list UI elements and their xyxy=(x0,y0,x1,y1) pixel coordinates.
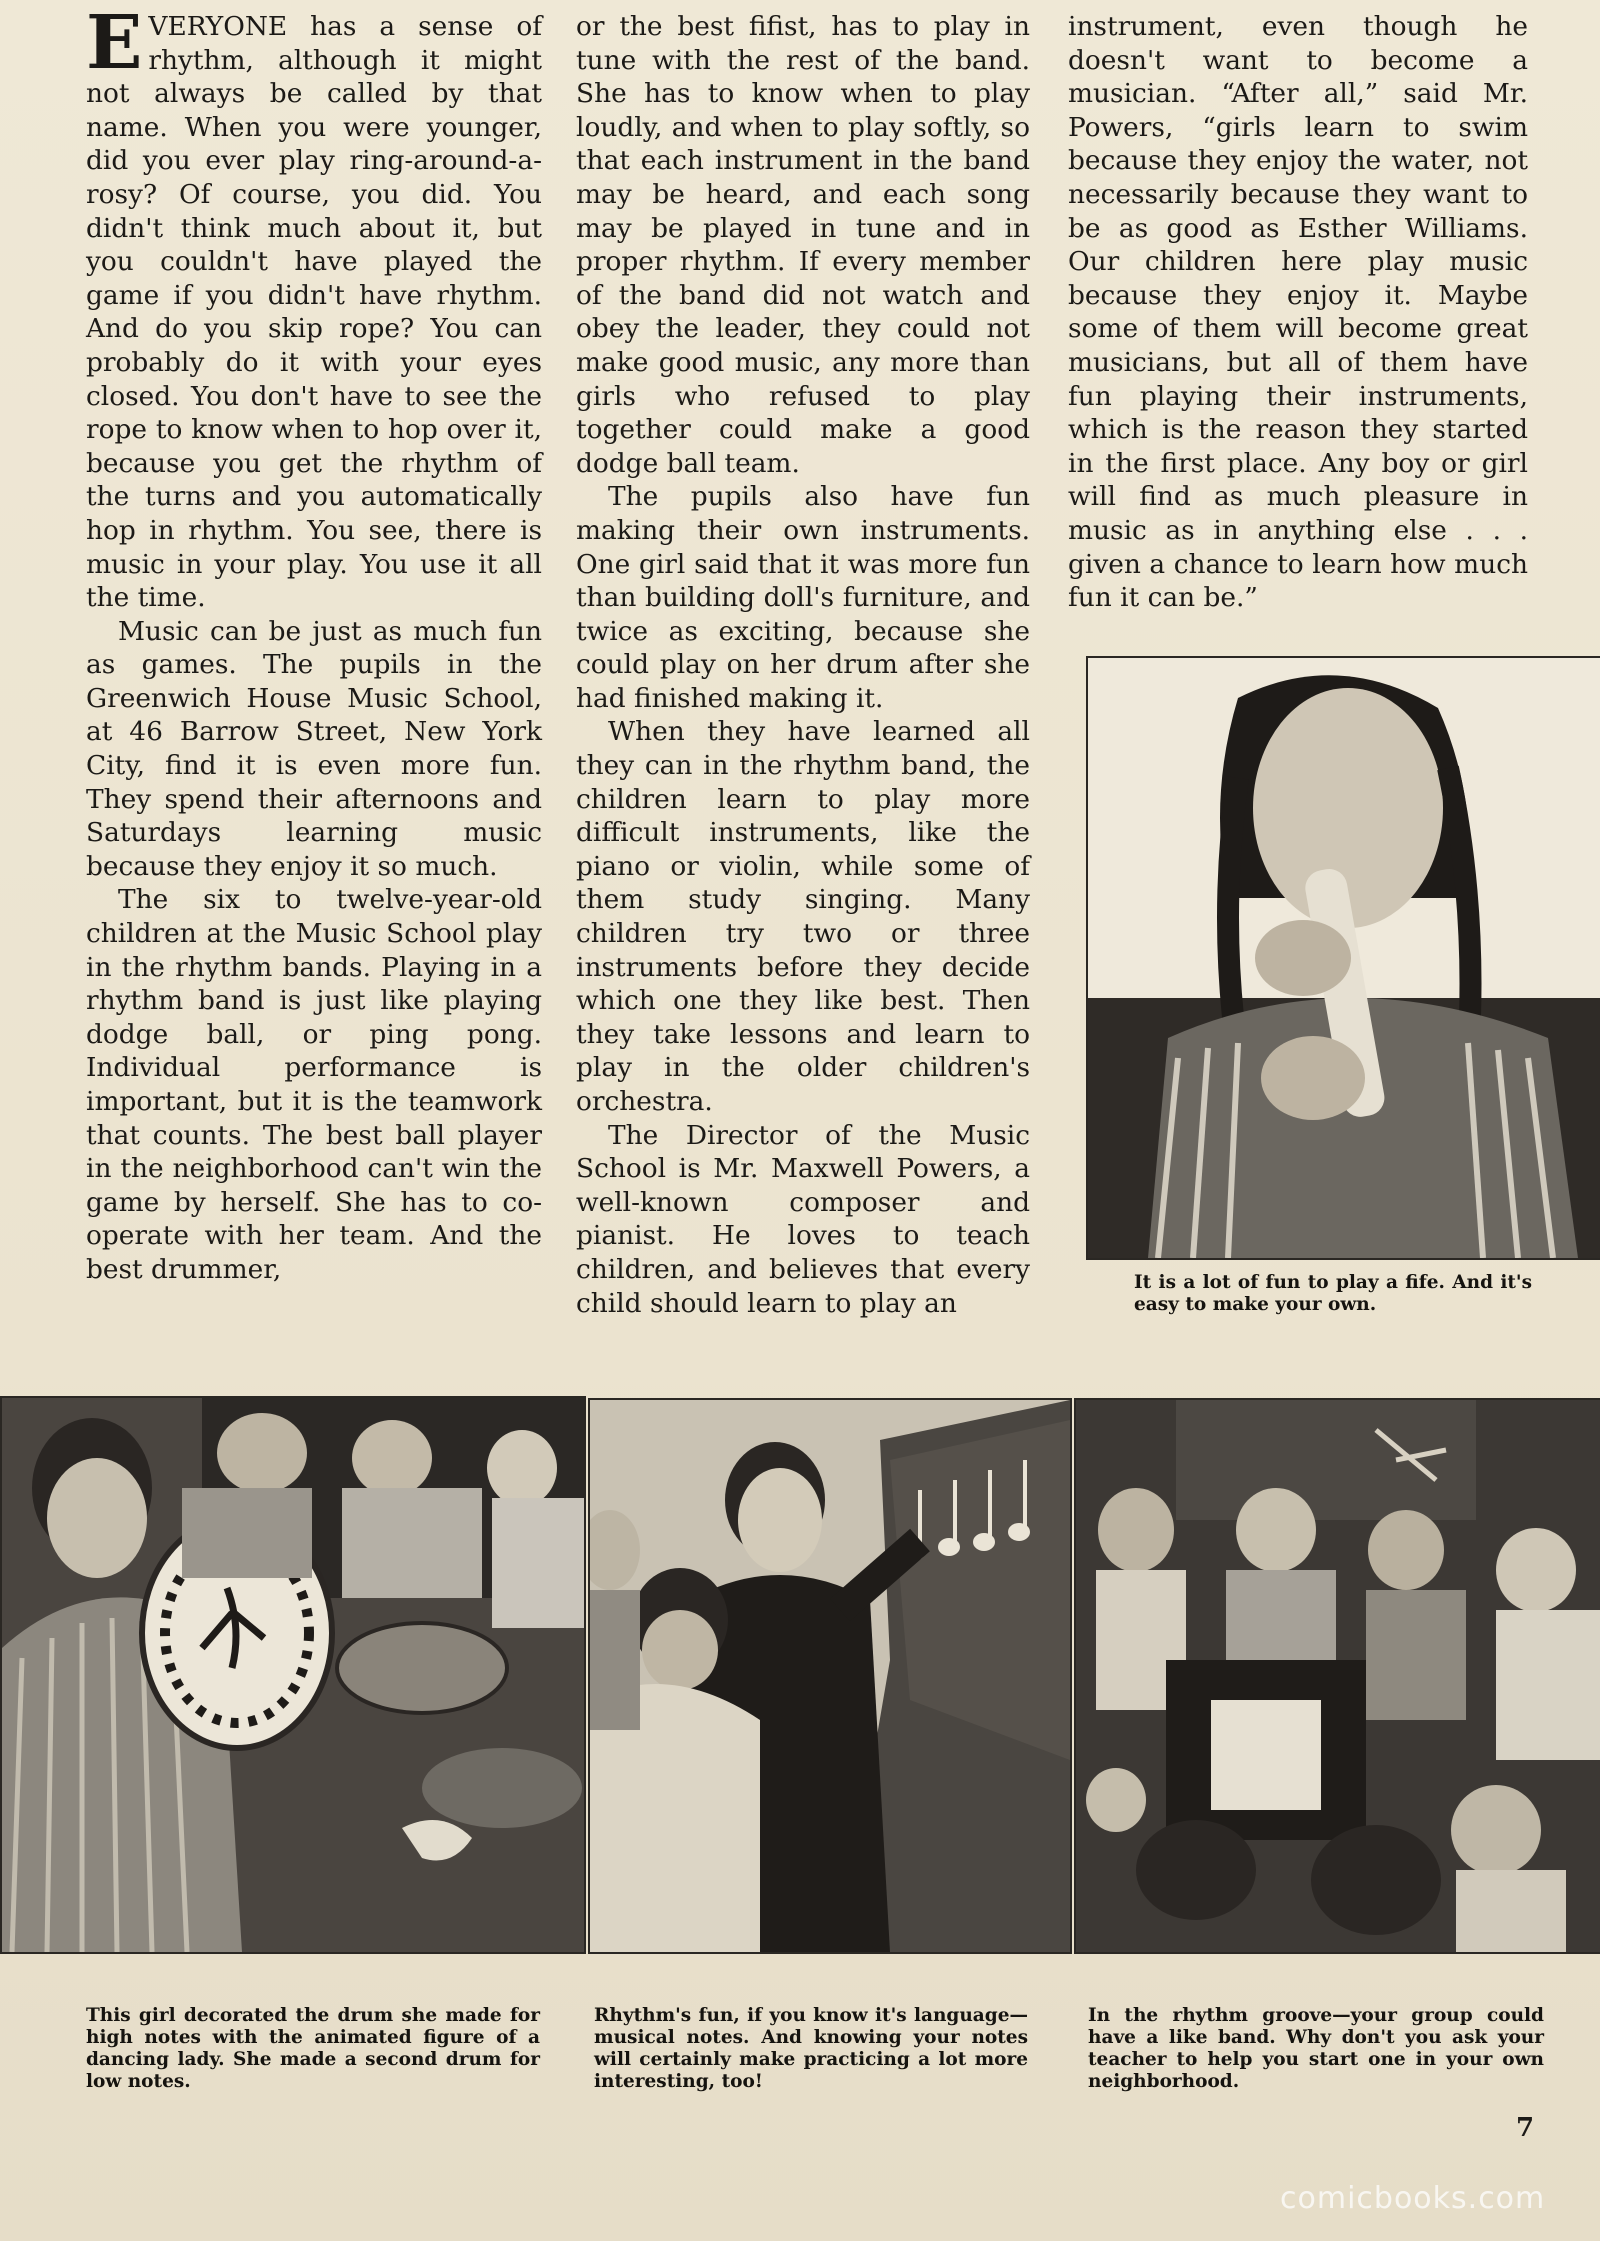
photo-illustration xyxy=(590,1400,1070,1952)
photo-girl-playing-fife xyxy=(1086,656,1600,1260)
caption-fife: It is a lot of fun to play a fife. And it's easy to make your own. xyxy=(1134,1272,1532,1315)
paragraph: When they have learned all they can in the rhythm band, the children learn to play more difficult instruments, like the piano or violin, while some of them study singing. Many children try two or three instruments before they decide which one they like best. Then they take lessons and learn to play in the older children's orchestra. xyxy=(576,716,1030,1117)
text-column-2 xyxy=(576,10,1030,1320)
photo-rhythm-band xyxy=(1074,1398,1600,1954)
paragraph-text: VERYONE has a sense of rhythm, although it might not always be called by that name. When you were younger, did you ever play ring-around-a-rosy? Of course, you did. You didn't think much about it, but you couldn't have played the game if you didn't have rhythm. And do you skip rope? You can probably do it with your eyes closed. You don't have to see the rope to know when to hop over it, because you get the rhythm of the turns and you automatically hop in rhythm. You see, there is music in your play. You use it all the time. xyxy=(86,11,542,614)
photo-illustration xyxy=(1076,1400,1600,1952)
caption-band: In the rhythm groove—your group could have a like band. Why don't you ask your teacher to help you start one in your own neighborhood. xyxy=(1088,2005,1544,2092)
photo-illustration xyxy=(2,1398,584,1952)
text-column-1 xyxy=(86,0,542,1287)
photo-illustration xyxy=(1088,658,1600,1258)
paragraph: The Director of the Music School is Mr. Maxwell Powers, a well-known composer and pianist. He loves to teach children, and believes that every child should learn to play an xyxy=(576,1119,1030,1319)
watermark: comicbooks.com xyxy=(1280,2181,1546,2216)
paragraph xyxy=(86,0,542,615)
caption-drum: This girl decorated the drum she made for high notes with the animated figure of a dancing lady. She made a second drum for low notes. xyxy=(86,2005,540,2092)
page-number: 7 xyxy=(1516,2113,1535,2143)
paragraph: Music can be just as much fun as games. The pupils in the Greenwich House Music School, at 46 Barrow Street, New York City, find it is even more fun. They spend their afternoons and Saturdays learning music because they enjoy it so much. xyxy=(86,615,542,882)
paragraph: instrument, even though he doesn't want to become a musician. “After all,” said Mr. Powers, “girls learn to swim because they enjoy the water, not necessarily because they want to be as good as Esther Williams. Our children here play music because they enjoy it. Maybe some of them will become great musicians, but all of them have fun playing their instruments, which is the reason they started in the first place. Any boy or girl will find as much pleasure in music as in anything else . . . given a chance to learn how much fun it can be.” xyxy=(1068,11,1528,614)
paragraph: The six to twelve-year-old children at the Music School play in the rhythm bands. Playing in a rhythm band is just like playing dodge ball, or ping pong. Individual performance is important, but it is the teamwork that counts. The best ball player in the neighborhood can't win the game by herself. She has to co-operate with her team. And the best drummer, xyxy=(86,884,542,1285)
caption-teacher: Rhythm's fun, if you know it's language—musical notes. And knowing your notes will certainly make practicing a lot more interesting, too! xyxy=(594,2005,1028,2092)
drop-cap: E xyxy=(86,0,143,86)
paragraph: or the best fifist, has to play in tune with the rest of the band. She has to know when to play loudly, and when to play softly, so that each instrument in the band may be heard, and each song may be played in tune and in proper rhythm. If every member of the band did not watch and obey the leader, they could not make good music, any more than girls who refused to play together could make a good dodge ball team. xyxy=(576,11,1030,479)
photo-teacher-chalkboard xyxy=(588,1398,1072,1954)
text-column-3 xyxy=(1068,10,1528,615)
paragraph: The pupils also have fun making their own instruments. One girl said that it was more fun than building doll's furniture, and twice as exciting, because she could play on her drum after she had finished making it. xyxy=(576,481,1030,714)
photo-girl-decorating-drum xyxy=(0,1396,586,1954)
